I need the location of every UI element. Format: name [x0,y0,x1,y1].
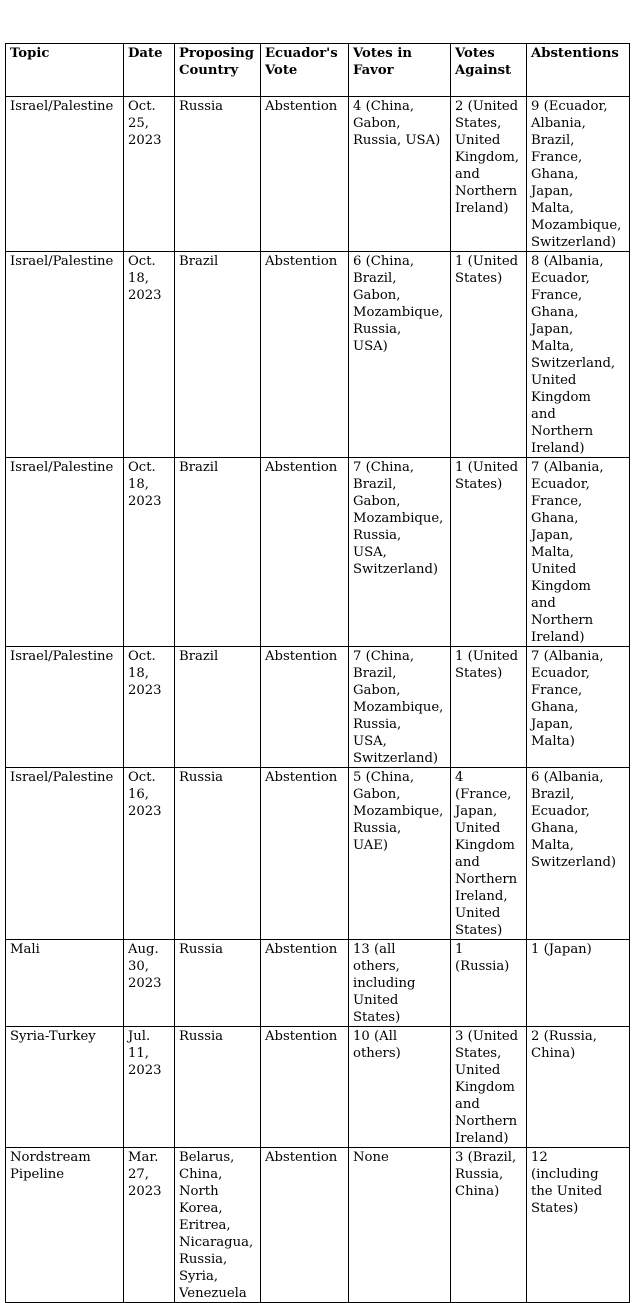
cell-votes-against: 3 (Brazil, Russia, China) [451,1148,527,1303]
cell-topic: Syria-Turkey [6,1027,124,1148]
cell-proposing-country: Brazil [175,252,261,458]
header-ecuador-vote: Ecuador's Vote [261,44,349,97]
cell-votes-against: 1 (Russia) [451,940,527,1027]
cell-votes-in-favor: 10 (All others) [349,1027,451,1148]
cell-proposing-country: Russia [175,940,261,1027]
cell-topic: Israel/Palestine [6,768,124,940]
cell-date: Oct. 18, 2023 [124,252,175,458]
table-row [6,1148,630,1303]
table-row [6,647,630,768]
cell-topic: Israel/Palestine [6,97,124,252]
cell-abstentions: 8 (Albania, Ecuador, France, Ghana, Japan, Malta, Switzerland, United Kingdom and Northern Ireland) [527,252,630,458]
header-proposing-country: Proposing Country [175,44,261,97]
cell-date: Oct. 16, 2023 [124,768,175,940]
cell-votes-against: 3 (United States, United Kingdom and Northern Ireland) [451,1027,527,1148]
cell-votes-against: 2 (United States, United Kingdom, and Northern Ireland) [451,97,527,252]
table-row [6,940,630,1027]
header-votes-in-favor: Votes in Favor [349,44,451,97]
cell-abstentions: 9 (Ecuador, Albania, Brazil, France, Ghana, Japan, Malta, Mozambique, Switzerland) [527,97,630,252]
table-row [6,458,630,647]
cell-abstentions: 7 (Albania, Ecuador, France, Ghana, Japan, Malta) [527,647,630,768]
cell-proposing-country: Belarus, China, North Korea, Eritrea, Nicaragua, Russia, Syria, Venezuela [175,1148,261,1303]
cell-ecuador-vote: Abstention [261,252,349,458]
cell-votes-in-favor: 6 (China, Brazil, Gabon, Mozambique, Russia, USA) [349,252,451,458]
cell-votes-against: 4 (France, Japan, United Kingdom and Northern Ireland, United States) [451,768,527,940]
cell-ecuador-vote: Abstention [261,1148,349,1303]
table-row [6,97,630,252]
cell-topic: Mali [6,940,124,1027]
cell-date: Jul. 11, 2023 [124,1027,175,1148]
cell-abstentions: 6 (Albania, Brazil, Ecuador, Ghana, Malta, Switzerland) [527,768,630,940]
cell-abstentions: 1 (Japan) [527,940,630,1027]
cell-topic: Israel/Palestine [6,252,124,458]
cell-ecuador-vote: Abstention [261,97,349,252]
table-row [6,252,630,458]
cell-abstentions: 12 (including the United States) [527,1148,630,1303]
cell-date: Mar. 27, 2023 [124,1148,175,1303]
cell-votes-against: 1 (United States) [451,458,527,647]
table-row [6,768,630,940]
cell-date: Oct. 25, 2023 [124,97,175,252]
header-votes-against: Votes Against [451,44,527,97]
cell-abstentions: 2 (Russia, China) [527,1027,630,1148]
cell-date: Oct. 18, 2023 [124,458,175,647]
cell-proposing-country: Russia [175,97,261,252]
cell-proposing-country: Russia [175,1027,261,1148]
cell-votes-in-favor: 4 (China, Gabon, Russia, USA) [349,97,451,252]
cell-ecuador-vote: Abstention [261,458,349,647]
cell-topic: Nordstream Pipeline [6,1148,124,1303]
table-row [6,1027,630,1148]
cell-ecuador-vote: Abstention [261,768,349,940]
header-abstentions: Abstentions [527,44,630,97]
cell-ecuador-vote: Abstention [261,647,349,768]
cell-votes-in-favor: 7 (China, Brazil, Gabon, Mozambique, Russia, USA, Switzerland) [349,458,451,647]
votes-table [5,43,630,1303]
cell-votes-against: 1 (United States) [451,647,527,768]
cell-topic: Israel/Palestine [6,458,124,647]
cell-ecuador-vote: Abstention [261,1027,349,1148]
cell-proposing-country: Russia [175,768,261,940]
cell-votes-in-favor: 13 (all others, including United States) [349,940,451,1027]
table-header-row [6,44,630,97]
header-date: Date [124,44,175,97]
cell-votes-against: 1 (United States) [451,252,527,458]
cell-proposing-country: Brazil [175,647,261,768]
cell-topic: Israel/Palestine [6,647,124,768]
cell-abstentions: 7 (Albania, Ecuador, France, Ghana, Japan, Malta, United Kingdom and Northern Ireland) [527,458,630,647]
document-page [5,43,630,1303]
cell-ecuador-vote: Abstention [261,940,349,1027]
cell-votes-in-favor: None [349,1148,451,1303]
cell-date: Aug. 30, 2023 [124,940,175,1027]
cell-date: Oct. 18, 2023 [124,647,175,768]
cell-proposing-country: Brazil [175,458,261,647]
cell-votes-in-favor: 7 (China, Brazil, Gabon, Mozambique, Russia, USA, Switzerland) [349,647,451,768]
header-topic: Topic [6,44,124,97]
cell-votes-in-favor: 5 (China, Gabon, Mozambique, Russia, UAE) [349,768,451,940]
